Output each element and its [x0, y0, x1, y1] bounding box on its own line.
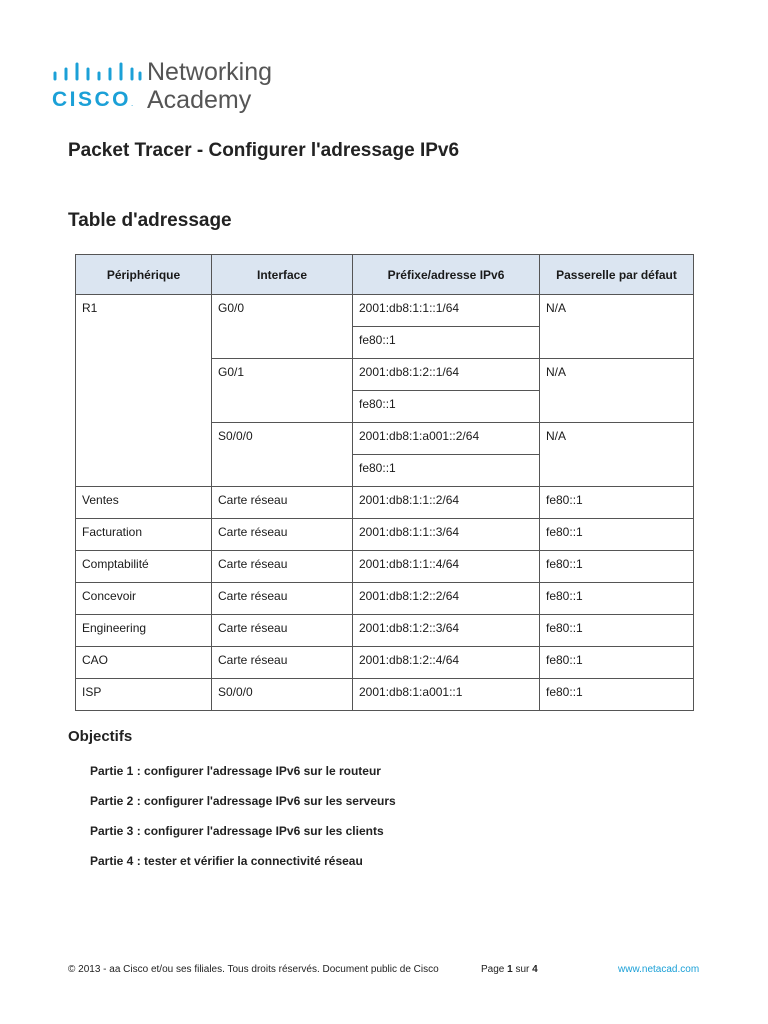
- cell-interface: S0/0/0: [212, 679, 353, 711]
- objective-item: Partie 3 : configurer l'adressage IPv6 sur les clients: [90, 824, 384, 838]
- cell-address: 2001:db8:1:a001::2/64: [353, 423, 540, 455]
- cell-device: Engineering: [76, 615, 212, 647]
- logo-academy-text: Academy: [147, 86, 252, 114]
- cell-gateway: N/A: [540, 359, 694, 423]
- cell-device: ISP: [76, 679, 212, 711]
- footer-page-number: Page 1 sur 4: [481, 964, 538, 975]
- table-row: [76, 679, 694, 711]
- header-device: Périphérique: [76, 255, 212, 295]
- cell-gateway: fe80::1: [540, 551, 694, 583]
- cell-address: 2001:db8:1:1::4/64: [353, 551, 540, 583]
- cell-device: Ventes: [76, 487, 212, 519]
- cell-link-local: fe80::1: [353, 327, 540, 359]
- objective-item: Partie 2 : configurer l'adressage IPv6 sur les serveurs: [90, 794, 396, 808]
- cell-address: 2001:db8:1:1::1/64: [353, 295, 540, 327]
- cell-address: 2001:db8:1:1::2/64: [353, 487, 540, 519]
- cell-gateway: N/A: [540, 423, 694, 487]
- cell-interface: S0/0/0: [212, 423, 353, 487]
- footer-netacad-link[interactable]: www.netacad.com: [618, 964, 700, 975]
- cell-gateway: fe80::1: [540, 615, 694, 647]
- cisco-wordmark: CISCO.: [52, 88, 134, 111]
- cisco-networking-academy-logo: [52, 58, 312, 116]
- cell-gateway: fe80::1: [540, 583, 694, 615]
- cell-interface: G0/1: [212, 359, 353, 423]
- cell-device: Concevoir: [76, 583, 212, 615]
- objective-item: Partie 4 : tester et vérifier la connectivité réseau: [90, 854, 363, 868]
- cell-device: CAO: [76, 647, 212, 679]
- addressing-table-title: Table d'adressage: [68, 210, 232, 231]
- cell-gateway: fe80::1: [540, 647, 694, 679]
- table-row: [76, 551, 694, 583]
- cell-address: 2001:db8:1:1::3/64: [353, 519, 540, 551]
- cell-interface: Carte réseau: [212, 487, 353, 519]
- header-ipv6-address: Préfixe/adresse IPv6: [353, 255, 540, 295]
- addressing-table: [75, 254, 694, 711]
- cell-interface: Carte réseau: [212, 583, 353, 615]
- document-title: Packet Tracer - Configurer l'adressage IPv6: [68, 140, 460, 161]
- cell-interface: G0/0: [212, 295, 353, 359]
- table-row: [76, 583, 694, 615]
- cell-link-local: fe80::1: [353, 455, 540, 487]
- table-header-row: [76, 255, 694, 295]
- cell-device: R1: [76, 295, 212, 487]
- header-interface: Interface: [212, 255, 353, 295]
- cell-interface: Carte réseau: [212, 647, 353, 679]
- cell-address: 2001:db8:1:2::2/64: [353, 583, 540, 615]
- table-row: [76, 295, 694, 327]
- cell-gateway: fe80::1: [540, 679, 694, 711]
- table-row: [76, 519, 694, 551]
- header-default-gateway: Passerelle par défaut: [540, 255, 694, 295]
- footer-copyright: © 2013 - aa Cisco et/ou ses filiales. Tous droits réservés. Document public de Cisco: [68, 964, 439, 975]
- cell-gateway: N/A: [540, 295, 694, 359]
- table-row: [76, 647, 694, 679]
- cisco-bars-icon: [52, 62, 142, 84]
- objective-item: Partie 1 : configurer l'adressage IPv6 sur le routeur: [90, 764, 381, 778]
- logo-networking-text: Networking: [147, 58, 273, 86]
- table-row: [76, 615, 694, 647]
- cell-interface: Carte réseau: [212, 519, 353, 551]
- cell-device: Facturation: [76, 519, 212, 551]
- cell-device: Comptabilité: [76, 551, 212, 583]
- table-row: [76, 487, 694, 519]
- cell-gateway: fe80::1: [540, 487, 694, 519]
- cell-address: 2001:db8:1:2::1/64: [353, 359, 540, 391]
- cell-interface: Carte réseau: [212, 615, 353, 647]
- cell-address: 2001:db8:1:a001::1: [353, 679, 540, 711]
- cell-address: 2001:db8:1:2::3/64: [353, 615, 540, 647]
- cell-address: 2001:db8:1:2::4/64: [353, 647, 540, 679]
- objectives-title: Objectifs: [68, 728, 133, 745]
- cell-interface: Carte réseau: [212, 551, 353, 583]
- cell-link-local: fe80::1: [353, 391, 540, 423]
- cell-gateway: fe80::1: [540, 519, 694, 551]
